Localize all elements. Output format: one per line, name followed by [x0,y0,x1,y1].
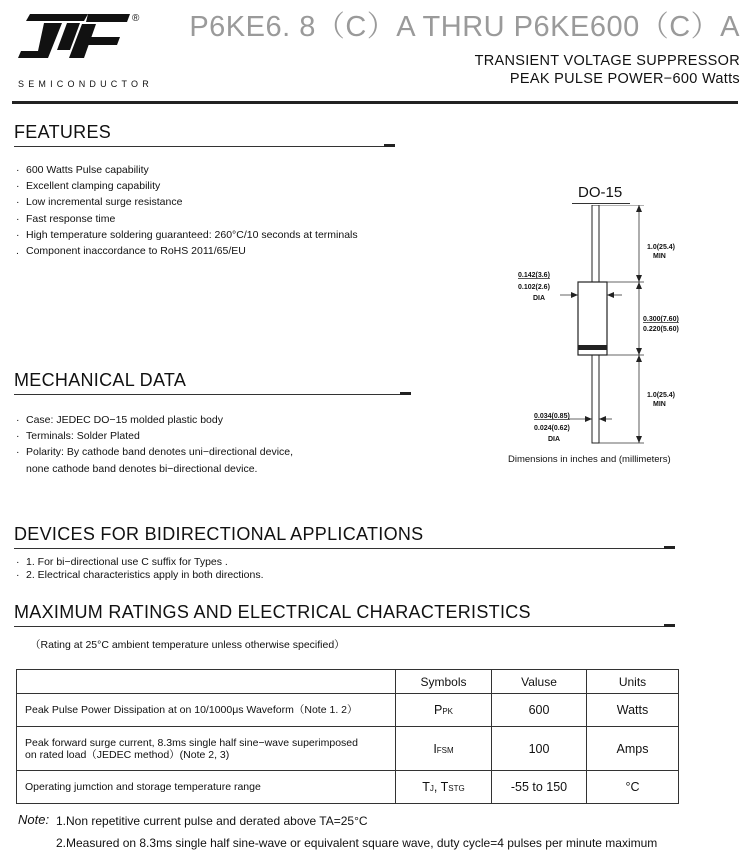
bidirectional-underline-tab [664,546,675,549]
list-item: · Fast response time [16,212,116,225]
mechanical-list [16,412,293,477]
row-symbol: IFSM [396,727,492,771]
mechanical-heading: MECHANICAL DATA [14,370,187,390]
row-symbol: PPK [396,694,492,727]
note-1: 1.Non repetitive current pulse and derated above TA=25°C [56,814,368,828]
body-length-min-label: 0.220(5.60) [643,326,679,333]
body-length-max-label: 0.300(7.60) [643,316,679,323]
features-heading: FEATURES [14,122,112,142]
row-description: Peak Pulse Power Dissipation at on 10/1000μs Waveform（Note 1. 2） [17,694,396,727]
features-underline-tab [384,144,395,147]
ratings-table [16,669,679,804]
column-header-symbols: Symbols [396,670,492,694]
list-item: · 600 Watts Pulse capability [16,164,149,176]
list-item: . Component inaccordance to RoHS 2011/65/EU [16,244,246,257]
ratings-underline [14,626,664,627]
row-unit: Amps [587,727,679,771]
list-item: · 1. For bi−directional use C suffix for Types . [16,556,228,568]
product-subtitle: TRANSIENT VOLTAGE SUPPRESSOR [474,53,740,69]
package-name-underline [572,203,630,204]
ratings-heading: MAXIMUM RATINGS AND ELECTRICAL CHARACTERISTICS [14,602,531,622]
list-item: · Polarity: By cathode band denotes uni−directional device, [16,446,294,459]
document-title: P6KE6. 8（C）A THRU P6KE600（C）A [189,11,740,43]
row-symbol: TJ, TSTG [396,771,492,804]
column-header-description [17,670,396,694]
table-row [17,771,679,804]
body-dia-label: DIA [533,295,546,302]
package-name: DO-15 [578,184,623,201]
table-header-row [17,670,679,694]
table-row [17,727,679,771]
lead-dia-min-label: 0.024(0.62) [534,425,570,432]
mechanical-underline [14,394,400,395]
lead-length-min-label: MIN [653,253,666,260]
row-unit: °C [587,771,679,804]
lead-length-min-label: MIN [653,401,666,408]
lead-length-label: 1.0(25.4) [647,392,676,399]
column-header-units: Units [587,670,679,694]
company-name: SEMICONDUCTOR [18,79,153,89]
row-value: 100 [492,727,587,771]
bidirectional-heading: DEVICES FOR BIDIRECTIONAL APPLICATIONS [14,524,424,544]
note-label: Note: [18,812,50,827]
note-2: 2.Measured on 8.3ms single half sine-wave or equivalent square wave, duty cycle=4 pulses per minute maximum [56,836,658,850]
table-row [17,694,679,727]
package-dimension-drawing [500,205,700,450]
ratings-underline-tab [664,624,675,627]
lead-dia-label: DIA [548,436,561,443]
list-item: · Terminals: Solder Plated [16,430,140,443]
rating-conditions-note: （Rating at 25°C ambient temperature unless otherwise specified） [30,639,345,651]
column-header-value: Valuse [492,670,587,694]
list-item: · Excellent clamping capability [16,180,161,193]
features-underline [14,146,384,147]
list-item: · High temperature soldering guaranteed: 260°C/10 seconds at terminals [16,228,358,241]
body-dia-min-label: 0.102(2.6) [518,284,550,291]
header-divider [12,101,738,104]
row-value: 600 [492,694,587,727]
row-description: Operating jumction and storage temperature range [17,771,396,804]
bidirectional-underline [14,548,664,549]
list-item: · Low incremental surge resistance [16,196,183,209]
lead-length-label: 1.0(25.4) [647,244,676,251]
company-logo [18,14,130,66]
dimension-caption: Dimensions in inches and (millimeters) [508,454,671,465]
row-description: Peak forward surge current, 8.3ms single half sine−wave superimposed on rated load（JEDEC method）(Note 2, 3) [17,727,396,771]
product-power-rating: PEAK PULSE POWER−600 Watts [509,71,740,87]
features-list [16,162,358,259]
list-item: none cathode band denotes bi−directional device. [26,462,258,475]
row-value: -55 to 150 [492,771,587,804]
list-item: · Case: JEDEC DO−15 molded plastic body [16,414,223,426]
mechanical-underline-tab [400,392,411,395]
lead-dia-max-label: 0.034(0.85) [534,413,570,420]
registered-mark: ® [132,13,140,24]
body-dia-max-label: 0.142(3.6) [518,272,550,279]
list-item: · 2. Electrical characteristics apply in both directions. [16,569,264,581]
row-unit: Watts [587,694,679,727]
bidirectional-list [16,556,264,582]
